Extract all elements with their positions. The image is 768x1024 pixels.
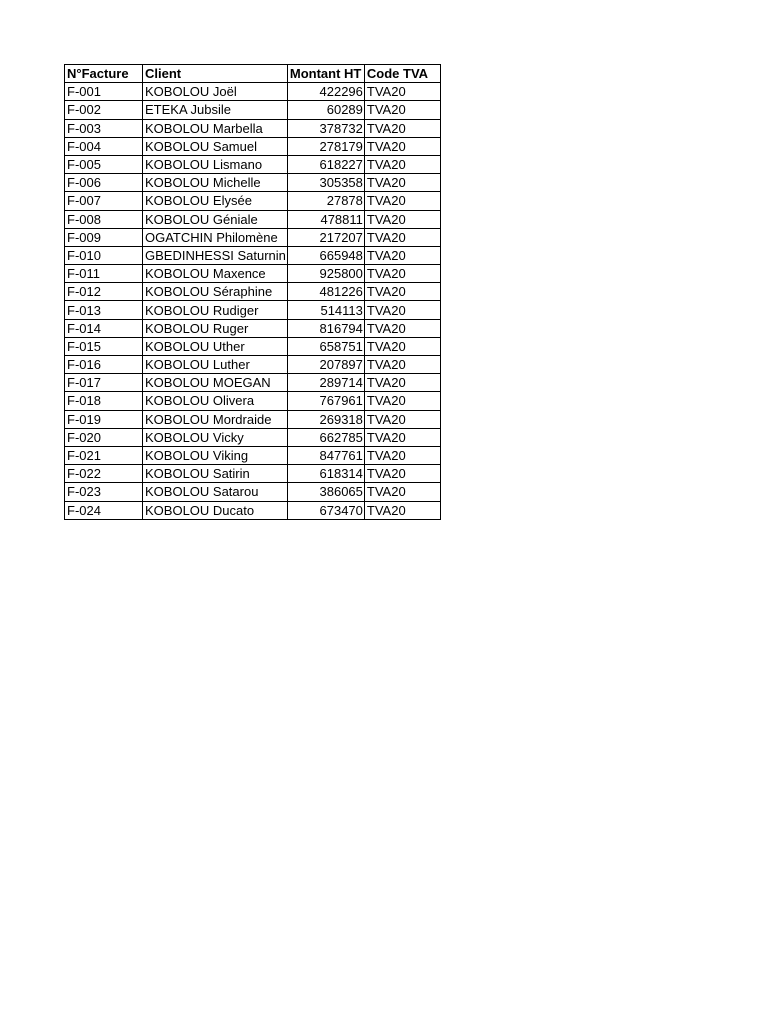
header-amount-excl-tax: Montant HT <box>287 65 364 83</box>
client-cell: KOBOLOU Satarou <box>143 483 288 501</box>
client-cell: KOBOLOU Ducato <box>143 501 288 519</box>
amount-cell: 481226 <box>287 283 364 301</box>
client-cell: KOBOLOU Joël <box>143 83 288 101</box>
client-cell: KOBOLOU Maxence <box>143 265 288 283</box>
table-body <box>65 83 441 520</box>
vat-code-cell: TVA20 <box>364 392 440 410</box>
header-vat-code: Code TVA <box>364 65 440 83</box>
amount-cell: 27878 <box>287 192 364 210</box>
vat-code-cell: TVA20 <box>364 501 440 519</box>
vat-code-cell: TVA20 <box>364 265 440 283</box>
amount-cell: 386065 <box>287 483 364 501</box>
client-cell: ETEKA Jubsile <box>143 101 288 119</box>
table-row <box>65 301 441 319</box>
client-cell: KOBOLOU Ruger <box>143 319 288 337</box>
invoice-number-cell: F-005 <box>65 155 143 173</box>
vat-code-cell: TVA20 <box>364 174 440 192</box>
vat-code-cell: TVA20 <box>364 155 440 173</box>
table-row <box>65 446 441 464</box>
client-cell: OGATCHIN Philomène <box>143 228 288 246</box>
invoice-number-cell: F-007 <box>65 192 143 210</box>
amount-cell: 847761 <box>287 446 364 464</box>
vat-code-cell: TVA20 <box>364 465 440 483</box>
client-cell: KOBOLOU Satirin <box>143 465 288 483</box>
amount-cell: 289714 <box>287 374 364 392</box>
invoice-number-cell: F-001 <box>65 83 143 101</box>
invoice-number-cell: F-023 <box>65 483 143 501</box>
invoice-number-cell: F-008 <box>65 210 143 228</box>
table-row <box>65 428 441 446</box>
amount-cell: 925800 <box>287 265 364 283</box>
table-row <box>65 137 441 155</box>
vat-code-cell: TVA20 <box>364 337 440 355</box>
vat-code-cell: TVA20 <box>364 410 440 428</box>
amount-cell: 60289 <box>287 101 364 119</box>
vat-code-cell: TVA20 <box>364 319 440 337</box>
amount-cell: 422296 <box>287 83 364 101</box>
invoice-number-cell: F-022 <box>65 465 143 483</box>
vat-code-cell: TVA20 <box>364 446 440 464</box>
client-cell: KOBOLOU Séraphine <box>143 283 288 301</box>
table-row <box>65 265 441 283</box>
client-cell: KOBOLOU Géniale <box>143 210 288 228</box>
invoice-number-cell: F-015 <box>65 337 143 355</box>
invoice-number-cell: F-003 <box>65 119 143 137</box>
amount-cell: 662785 <box>287 428 364 446</box>
vat-code-cell: TVA20 <box>364 374 440 392</box>
client-cell: KOBOLOU Marbella <box>143 119 288 137</box>
client-cell: KOBOLOU Michelle <box>143 174 288 192</box>
table-row <box>65 337 441 355</box>
table-row <box>65 501 441 519</box>
amount-cell: 658751 <box>287 337 364 355</box>
table-row <box>65 174 441 192</box>
vat-code-cell: TVA20 <box>364 246 440 264</box>
invoice-number-cell: F-010 <box>65 246 143 264</box>
client-cell: KOBOLOU MOEGAN <box>143 374 288 392</box>
table-row <box>65 210 441 228</box>
header-client: Client <box>143 65 288 83</box>
header-invoice-number: N°Facture <box>65 65 143 83</box>
invoice-number-cell: F-012 <box>65 283 143 301</box>
client-cell: KOBOLOU Rudiger <box>143 301 288 319</box>
invoice-number-cell: F-009 <box>65 228 143 246</box>
amount-cell: 207897 <box>287 356 364 374</box>
vat-code-cell: TVA20 <box>364 119 440 137</box>
invoice-number-cell: F-004 <box>65 137 143 155</box>
invoice-number-cell: F-013 <box>65 301 143 319</box>
amount-cell: 478811 <box>287 210 364 228</box>
invoice-table <box>64 64 441 520</box>
vat-code-cell: TVA20 <box>364 301 440 319</box>
table-row <box>65 155 441 173</box>
table-row <box>65 319 441 337</box>
vat-code-cell: TVA20 <box>364 83 440 101</box>
amount-cell: 514113 <box>287 301 364 319</box>
vat-code-cell: TVA20 <box>364 210 440 228</box>
client-cell: GBEDINHESSI Saturnin <box>143 246 288 264</box>
invoice-number-cell: F-017 <box>65 374 143 392</box>
vat-code-cell: TVA20 <box>364 228 440 246</box>
invoice-number-cell: F-002 <box>65 101 143 119</box>
vat-code-cell: TVA20 <box>364 137 440 155</box>
client-cell: KOBOLOU Elysée <box>143 192 288 210</box>
invoice-number-cell: F-006 <box>65 174 143 192</box>
amount-cell: 767961 <box>287 392 364 410</box>
table-row <box>65 374 441 392</box>
vat-code-cell: TVA20 <box>364 356 440 374</box>
amount-cell: 618314 <box>287 465 364 483</box>
invoice-number-cell: F-020 <box>65 428 143 446</box>
amount-cell: 305358 <box>287 174 364 192</box>
table-row <box>65 483 441 501</box>
table-row <box>65 392 441 410</box>
client-cell: KOBOLOU Lismano <box>143 155 288 173</box>
invoice-number-cell: F-011 <box>65 265 143 283</box>
invoice-number-cell: F-019 <box>65 410 143 428</box>
vat-code-cell: TVA20 <box>364 428 440 446</box>
amount-cell: 378732 <box>287 119 364 137</box>
amount-cell: 673470 <box>287 501 364 519</box>
amount-cell: 816794 <box>287 319 364 337</box>
client-cell: KOBOLOU Uther <box>143 337 288 355</box>
client-cell: KOBOLOU Luther <box>143 356 288 374</box>
table-row <box>65 83 441 101</box>
amount-cell: 618227 <box>287 155 364 173</box>
header-row <box>65 65 441 83</box>
amount-cell: 278179 <box>287 137 364 155</box>
invoice-number-cell: F-016 <box>65 356 143 374</box>
client-cell: KOBOLOU Viking <box>143 446 288 464</box>
table-row <box>65 465 441 483</box>
client-cell: KOBOLOU Olivera <box>143 392 288 410</box>
amount-cell: 217207 <box>287 228 364 246</box>
vat-code-cell: TVA20 <box>364 192 440 210</box>
table-row <box>65 192 441 210</box>
invoice-number-cell: F-018 <box>65 392 143 410</box>
client-cell: KOBOLOU Samuel <box>143 137 288 155</box>
table-row <box>65 283 441 301</box>
amount-cell: 269318 <box>287 410 364 428</box>
vat-code-cell: TVA20 <box>364 101 440 119</box>
table-row <box>65 228 441 246</box>
client-cell: KOBOLOU Vicky <box>143 428 288 446</box>
invoice-number-cell: F-021 <box>65 446 143 464</box>
table-row <box>65 101 441 119</box>
table-row <box>65 246 441 264</box>
amount-cell: 665948 <box>287 246 364 264</box>
invoice-number-cell: F-024 <box>65 501 143 519</box>
table-row <box>65 356 441 374</box>
table-row <box>65 410 441 428</box>
vat-code-cell: TVA20 <box>364 483 440 501</box>
client-cell: KOBOLOU Mordraide <box>143 410 288 428</box>
vat-code-cell: TVA20 <box>364 283 440 301</box>
table-row <box>65 119 441 137</box>
invoice-number-cell: F-014 <box>65 319 143 337</box>
